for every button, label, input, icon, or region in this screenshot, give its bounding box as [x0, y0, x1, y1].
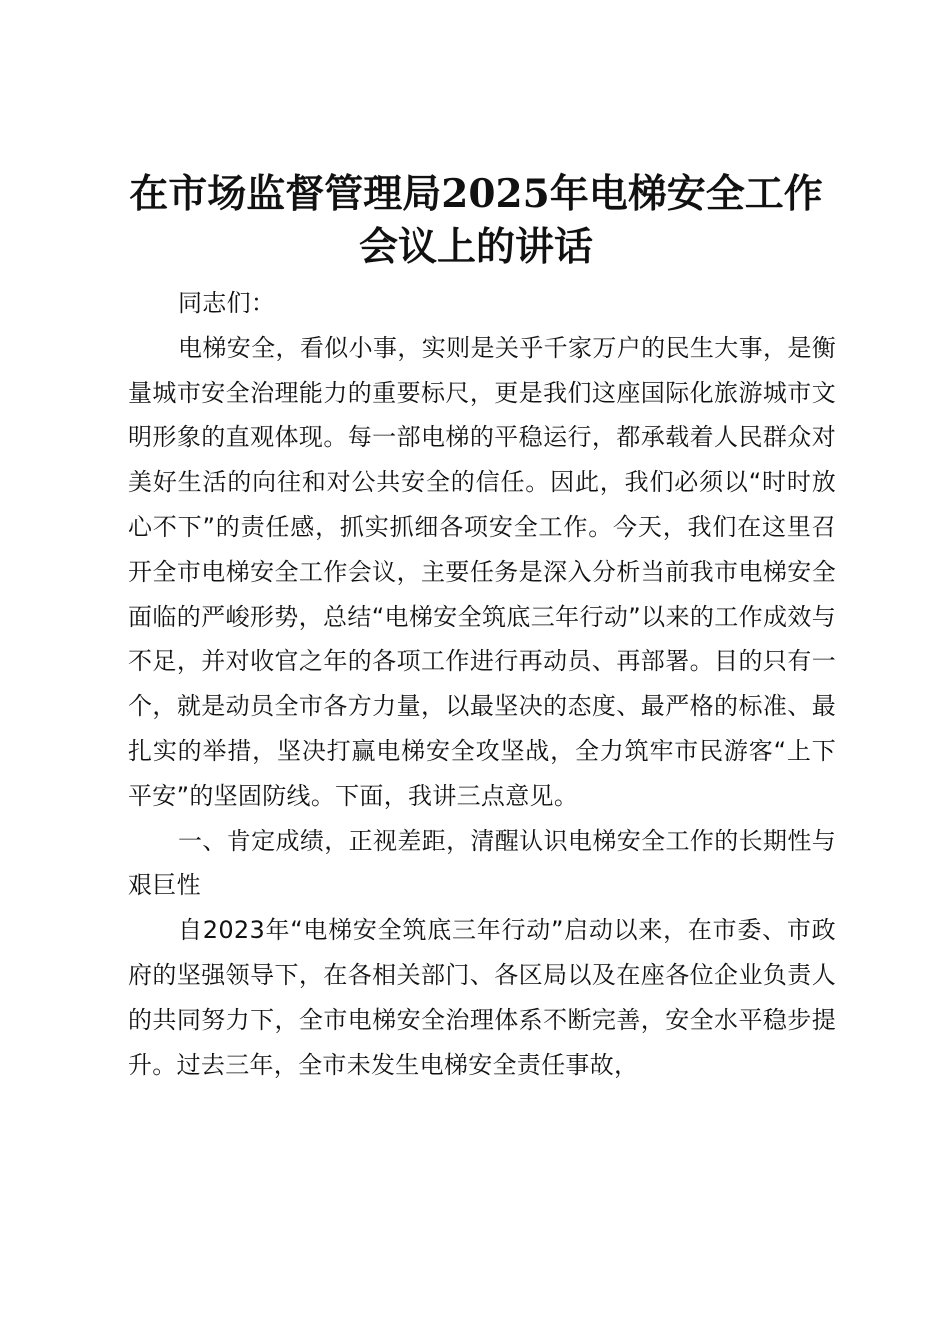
- opening-paragraph: 电梯安全，看似小事，实则是关乎千家万户的民生大事，是衡量城市安全治理能力的重要标尺，更是我们这座国际化旅游城市文明形象的直观体现。每一部电梯的平稳运行，都承载着人民群众对美好生活的向往和对公共安全的信任。因此，我们必须以“时时放心不下”的责任感，抓实抓细各项安全工作。今天，我们在这里召开全市电梯安全工作会议，主要任务是深入分析当前我市电梯安全面临的严峻形势，总结“电梯安全筑底三年行动”以来的工作成效与不足，并对收官之年的各项工作进行再动员、再部署。目的只有一个，就是动员全市各方力量，以最坚决的态度、最严格的标准、最扎实的举措，坚决打赢电梯安全攻坚战，全力筑牢市民游客“上下平安”的坚固防线。下面，我讲三点意见。: [128, 333, 836, 810]
- document-body: [128, 281, 836, 1087]
- section-paragraph: 自2023年“电梯安全筑底三年行动”启动以来，在市委、市政府的坚强领导下，在各相关部门、各区局以及在座各位企业负责人的共同努力下，全市电梯安全治理体系不断完善，安全水平稳步提升。过去三年，全市未发生电梯安全责任事故，: [128, 916, 836, 1079]
- document-title: 在市场监督管理局2025年电梯安全工作会议上的讲话: [129, 171, 823, 270]
- section-heading: 一、肯定成绩，正视差距，清醒认识电梯安全工作的长期性与艰巨性: [128, 826, 836, 900]
- salutation: 同志们：: [178, 289, 276, 317]
